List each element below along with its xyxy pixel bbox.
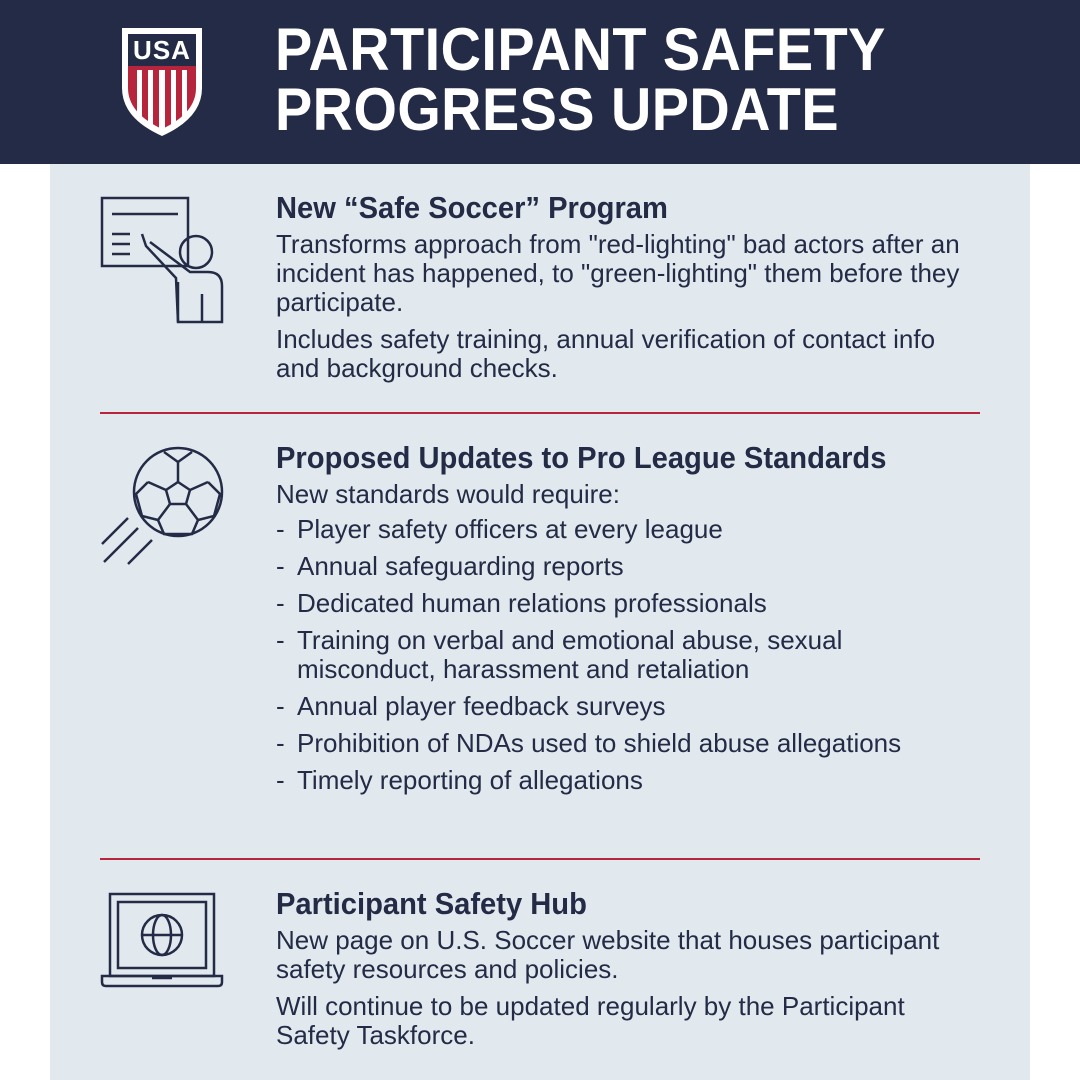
- section-paragraph: Will continue to be updated regularly by the Participant Safety Taskforce.: [276, 991, 905, 1050]
- presentation-teacher-icon: [98, 194, 228, 329]
- bullet-dash: -: [276, 728, 285, 758]
- list-item: [276, 589, 976, 618]
- bullet-dash: -: [276, 765, 285, 795]
- page-title: [275, 16, 886, 143]
- laptop-globe-icon: [98, 890, 228, 1000]
- requirements-list: [276, 515, 976, 795]
- list-item: [276, 692, 976, 721]
- list-item: [276, 626, 976, 684]
- section-paragraph: New page on U.S. Soccer website that houses participant safety resources and policies.: [276, 925, 940, 984]
- list-item-text: Player safety officers at every league: [297, 514, 723, 544]
- section-safety-hub-content: [276, 886, 976, 1058]
- list-item: [276, 729, 976, 758]
- bullet-dash: -: [276, 551, 285, 581]
- list-item: [276, 766, 976, 795]
- bullet-dash: -: [276, 514, 285, 544]
- section-paragraph: Includes safety training, annual verification of contact info and background checks.: [276, 324, 936, 383]
- bullet-dash: -: [276, 691, 285, 721]
- section-pro-league-content: [276, 440, 976, 803]
- bullet-dash: -: [276, 625, 285, 655]
- section-divider: [100, 412, 980, 414]
- section-heading: Proposed Updates to Pro League Standards: [276, 440, 887, 475]
- section-safe-soccer-content: [276, 190, 976, 391]
- list-item-text: Annual player feedback surveys: [297, 691, 666, 721]
- section-heading: Participant Safety Hub: [276, 886, 587, 921]
- list-item-text: Timely reporting of allegations: [297, 765, 643, 795]
- section-heading: New “Safe Soccer” Program: [276, 190, 668, 225]
- header-banner: [0, 0, 1080, 164]
- crest-usa-text: USA: [133, 35, 191, 65]
- list-item-text: Prohibition of NDAs used to shield abuse allegations: [297, 728, 902, 758]
- section-paragraph: Transforms approach from "red-lighting" bad actors after an incident has happened, to "green-lighting" them before they participate.: [276, 229, 960, 317]
- list-item: [276, 552, 976, 581]
- list-item: [276, 515, 976, 544]
- soccer-ball-icon: [98, 444, 228, 579]
- list-item-text: Training on verbal and emotional abuse, sexual misconduct, harassment and retaliation: [297, 625, 843, 684]
- title-line-1: PARTICIPANT SAFETY: [275, 16, 886, 83]
- list-item-text: Dedicated human relations professionals: [297, 588, 767, 618]
- title-line-2: PROGRESS UPDATE: [275, 76, 840, 143]
- bullet-dash: -: [276, 588, 285, 618]
- section-intro: New standards would require:: [276, 479, 620, 509]
- list-item-text: Annual safeguarding reports: [297, 551, 624, 581]
- section-divider: [100, 858, 980, 860]
- content-panel: [50, 164, 1030, 1080]
- us-soccer-crest-icon: [120, 26, 204, 138]
